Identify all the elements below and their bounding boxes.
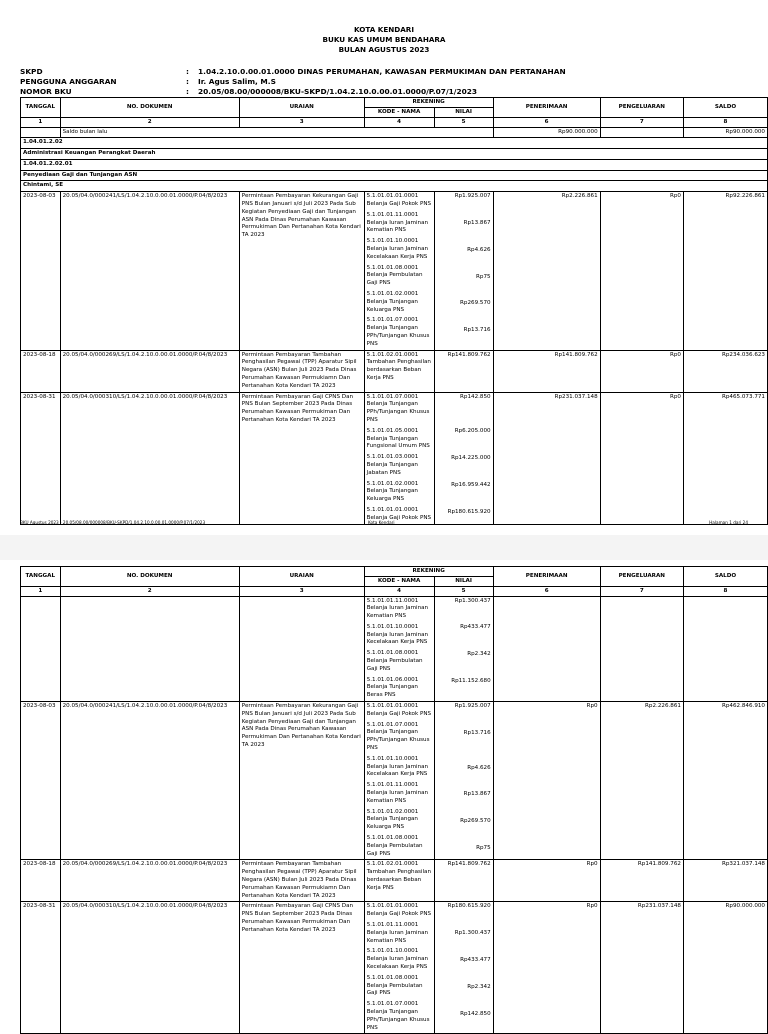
table-row — [21, 192, 768, 350]
col-pengeluaran: PENGELUARAN — [600, 567, 683, 587]
table-row — [21, 702, 768, 860]
cell-pengeluaran: Rp0 — [600, 192, 683, 350]
col-no-dokumen: NO. DOKUMEN — [60, 98, 239, 118]
column-number: 6 — [493, 587, 600, 597]
nilai-item: Rp4.626 — [467, 764, 491, 771]
column-number: 2 — [60, 118, 239, 128]
cell-pengeluaran: Rp231.037.148 — [600, 902, 683, 1034]
column-number: 4 — [364, 118, 434, 128]
cell-saldo: Rp321.037.148 — [683, 860, 767, 902]
saldo-lalu-row — [21, 127, 768, 138]
col-nilai: NILAI — [434, 108, 493, 118]
column-number: 1 — [21, 118, 61, 128]
nilai-item: Rp13.867 — [463, 220, 491, 227]
cell-kode — [364, 350, 434, 392]
nilai-item: Rp180.615.920 — [447, 508, 491, 515]
column-number: 6 — [493, 118, 600, 128]
section-row — [21, 149, 768, 160]
col-pengeluaran: PENGELUARAN — [600, 98, 683, 118]
cell-tanggal: 2023-08-31 — [21, 392, 61, 524]
document-page-2 — [0, 560, 768, 1030]
col-penerimaan: PENERIMAAN — [493, 567, 600, 587]
nilai-item: Rp1.925.007 — [454, 703, 491, 710]
cell-saldo: Rp234.036.623 — [683, 350, 767, 392]
column-number: 5 — [434, 587, 493, 597]
kode-item: 5.1.01.01.11.0001 Belanja Iuran Jaminan Kematian PNS — [366, 921, 429, 944]
section-row — [21, 170, 768, 181]
col-rekening: REKENING — [364, 98, 493, 108]
table-row-continued — [21, 596, 768, 702]
cell-penerimaan: Rp141.809.762 — [493, 350, 600, 392]
column-number: 8 — [683, 587, 767, 597]
section-person: Chintami, SE — [21, 181, 768, 192]
column-number: 4 — [364, 587, 434, 597]
nilai-item: Rp433.477 — [460, 624, 491, 631]
cell-saldo: Rp90.000.000 — [683, 902, 767, 1034]
table-row — [21, 860, 768, 902]
cell-dokumen: 20.05/04.0/000310/LS/1.04.2.10.0.00.01.0000/P.04/8/2023 — [60, 392, 239, 524]
table-row — [21, 902, 768, 1034]
cell-nilai — [434, 902, 493, 1034]
kode-item: 5.1.01.02.01.0001 Tambahan Penghasilan berdasarkan Beban Kerja PNS — [366, 861, 432, 891]
nilai-item: Rp269.570 — [460, 300, 491, 307]
kode-item: 5.1.01.01.07.0001 Belanja Tunjangan PPh/Tunjangan Khusus PNS — [366, 721, 430, 752]
cell-nilai — [434, 860, 493, 902]
nilai-item: Rp75 — [476, 273, 491, 280]
kode-item: 5.1.01.01.08.0001 Belanja Pembulatan Gaji PNS — [366, 835, 423, 857]
col-kode-nama: KODE - NAMA — [364, 577, 434, 587]
kode-item: 5.1.01.01.01.0001 Belanja Gaji Pokok PNS — [366, 903, 432, 918]
table-row — [21, 392, 768, 524]
meta-colon: : — [186, 77, 189, 86]
cell-saldo: Rp92.226.861 — [683, 192, 767, 350]
column-number: 3 — [239, 118, 364, 128]
cell-pengeluaran: Rp0 — [600, 392, 683, 524]
kode-item: 5.1.01.01.11.0001 Belanja Iuran Jaminan Kematian PNS — [366, 211, 429, 234]
meta-skpd-label: SKPD — [20, 67, 43, 76]
nilai-item: Rp13.716 — [463, 327, 491, 334]
nilai-item: Rp13.867 — [463, 791, 491, 798]
nilai-item: Rp142.850 — [460, 1010, 491, 1017]
kode-item: 5.1.01.02.01.0001 Tambahan Penghasilan berdasarkan Beban Kerja PNS — [366, 351, 431, 382]
nilai-item: Rp6.205.000 — [454, 428, 491, 435]
saldo-lalu-penerimaan: Rp90.000.000 — [493, 127, 600, 138]
nilai-item: Rp75 — [476, 845, 491, 852]
cell-tanggal: 2023-08-03 — [21, 192, 61, 350]
cell-nilai — [434, 702, 493, 860]
nilai-item: Rp141.809.762 — [447, 351, 491, 358]
kode-item: 5.1.01.01.07.0001 Belanja Tunjangan PPh/Tunjangan Khusus PNS — [366, 393, 430, 423]
kode-item: 5.1.01.01.10.0001 Belanja Iuran Jaminan Kecelakaan Kerja PNS — [366, 948, 429, 970]
cell-nilai — [434, 192, 493, 350]
col-nilai: NILAI — [434, 577, 493, 587]
cell-kode — [364, 392, 434, 524]
nilai-item: Rp2.342 — [467, 651, 491, 658]
kode-item: 5.1.01.01.10.0001 Belanja Iuran Jaminan Kecelakaan Kerja PNS — [366, 755, 429, 778]
kode-item: 5.1.01.01.03.0001 Belanja Tunjangan Jabatan PNS — [366, 454, 419, 476]
cell-tanggal: 2023-08-03 — [21, 702, 61, 860]
nilai-item: Rp1.300.437 — [454, 930, 491, 937]
meta-colon: : — [186, 87, 189, 96]
column-number-row — [21, 118, 768, 128]
col-no-dokumen: NO. DOKUMEN — [60, 567, 239, 587]
cell-pengeluaran: Rp141.809.762 — [600, 860, 683, 902]
cell-pengeluaran: Rp2.226.861 — [600, 702, 683, 860]
cell-kode — [364, 596, 434, 702]
meta-skpd-value: 1.04.2.10.0.00.01.0000 DINAS PERUMAHAN, KAWASAN PERMUKIMAN DAN PERTANAHAN — [198, 67, 566, 76]
kode-item: 5.1.01.01.07.0001 Belanja Tunjangan PPh/Tunjangan Khusus PNS — [366, 317, 430, 347]
nilai-item: Rp13.716 — [463, 729, 491, 736]
cell-dokumen: 20.05/04.0/000269/LS/1.04.2.10.0.00.01.0000/P.04/8/2023 — [60, 860, 239, 902]
column-number: 1 — [21, 587, 61, 597]
cell-dokumen: 20.05/04.0/000269/LS/1.04.2.10.0.00.01.0000/P.04/8/2023 — [60, 350, 239, 392]
col-kode-nama: KODE - NAMA — [364, 108, 434, 118]
cell-uraian: Permintaan Pembayaran Kekurangan Gaji PNS Bulan Januari s/d Juli 2023 Pada Sub Kegiatan Penyediaan Gaji dan Tunjangan ASN Pada Dinas Perumahan Kawasan Permukiman Dan Pertanahan Kota Kendari TA 2023 — [239, 702, 364, 860]
cell-penerimaan: Rp231.037.148 — [493, 392, 600, 524]
section-row — [21, 159, 768, 170]
col-uraian: URAIAN — [239, 98, 364, 118]
nilai-item: Rp16.959.442 — [451, 482, 491, 488]
ledger-table-page-1 — [20, 97, 768, 525]
section-row — [21, 138, 768, 149]
col-uraian: URAIAN — [239, 567, 364, 587]
cell-uraian: Permintaan Pembayaran Kekurangan Gaji PNS Bulan Januari s/d Juli 2023 Pada Sub Kegiatan Penyediaan Gaji dan Tunjangan ASN Pada Dinas Perumahan Kawasan Permukiman Dan Pertanahan Kota Kendari TA 2023 — [239, 192, 364, 350]
doc-title-main: BUKU KAS UMUM BENDAHARA — [322, 35, 446, 44]
cell-kode — [364, 902, 434, 1034]
kode-item: 5.1.01.01.01.0001 Belanja Gaji Pokok PNS — [366, 193, 432, 208]
cell-dokumen: 20.05/04.0/000310/LS/1.04.2.10.0.00.01.0000/P.04/8/2023 — [60, 902, 239, 1034]
column-number: 8 — [683, 118, 767, 128]
nilai-item: Rp1.925.007 — [454, 193, 491, 200]
nilai-item: Rp180.615.920 — [447, 903, 491, 910]
cell-uraian: Permintaan Pembayaran Gaji CPNS Dan PNS Bulan September 2023 Pada Dinas Perumahan Kawasan Permukiman Dan Pertanahan Kota Kendari TA 2023 — [239, 392, 364, 524]
page-separator — [0, 535, 768, 560]
cell-pengeluaran: Rp0 — [600, 350, 683, 392]
meta-nobku-label: NOMOR BKU — [20, 87, 72, 96]
meta-nobku-value: 20.05/08.00/000008/BKU-SKPD/1.04.2.10.0.00.01.0000/P.07/1/2023 — [198, 87, 478, 96]
footer-city: Kota Kendari — [368, 520, 395, 525]
column-number: 3 — [239, 587, 364, 597]
col-tanggal: TANGGAL — [21, 567, 61, 587]
kode-item: 5.1.01.01.08.0001 Belanja Pembulatan Gaji PNS — [366, 974, 423, 997]
section-row — [21, 181, 768, 192]
ledger-table-page-2 — [20, 566, 768, 1034]
doc-title-city: KOTA KENDARI — [354, 25, 414, 34]
section-code: 1.04.01.2.02 — [21, 138, 768, 149]
cell-dokumen: 20.05/04.0/000241/LS/1.04.2.10.0.00.01.0000/P.04/8/2023 — [60, 702, 239, 860]
footer-page-number: Halaman 1 dari 24 — [709, 520, 748, 525]
kode-item: 5.1.01.01.02.0001 Belanja Tunjangan Keluarga PNS — [366, 291, 419, 313]
cell-uraian: Permintaan Pembayaran Gaji CPNS Dan PNS Bulan September 2023 Pada Dinas Perumahan Kawasan Permukiman Dan Pertanahan Kota Kendari TA 2023 — [239, 902, 364, 1034]
cell-tanggal: 2023-08-31 — [21, 902, 61, 1034]
table-row — [21, 350, 768, 392]
doc-title-month: BULAN AGUSTUS 2023 — [338, 45, 430, 54]
kode-item: 5.1.01.01.11.0001 Belanja Iuran Jaminan Kematian PNS — [366, 782, 429, 804]
cell-tanggal: 2023-08-18 — [21, 350, 61, 392]
nilai-item: Rp141.809.762 — [447, 861, 491, 868]
cell-saldo: Rp465.073.771 — [683, 392, 767, 524]
kode-item: 5.1.01.01.01.0001 Belanja Gaji Pokok PNS — [366, 703, 432, 717]
col-saldo: SALDO — [683, 98, 767, 118]
kode-item: 5.1.01.01.11.0001 Belanja Iuran Jaminan Kematian PNS — [366, 597, 429, 620]
column-number: 2 — [60, 587, 239, 597]
section-name: Penyediaan Gaji dan Tunjangan ASN — [21, 170, 768, 181]
nilai-item: Rp14.225.000 — [451, 455, 491, 462]
cell-nilai — [434, 350, 493, 392]
col-rekening: REKENING — [364, 567, 493, 577]
kode-item: 5.1.01.01.08.0001 Belanja Pembulatan Gaji PNS — [366, 264, 423, 287]
kode-item: 5.1.01.01.08.0001 Belanja Pembulatan Gaji PNS — [366, 650, 423, 672]
cell-penerimaan: Rp2.226.861 — [493, 192, 600, 350]
footer-document-id: BKU Agustus 2023 - 20.05/08.00/000008/BKU-SKPD/1.04.2.10.0.00.01.0000/P.07/1/2023 — [20, 520, 206, 525]
kode-item: 5.1.01.01.07.0001 Belanja Tunjangan PPh/Tunjangan Khusus PNS — [366, 1001, 430, 1031]
col-saldo: SALDO — [683, 567, 767, 587]
nilai-item: Rp142.850 — [460, 393, 491, 400]
nilai-item: Rp269.570 — [460, 818, 491, 825]
cell-penerimaan: Rp0 — [493, 702, 600, 860]
column-number: 7 — [600, 587, 683, 597]
saldo-lalu-label: Saldo bulan lalu — [60, 127, 493, 138]
kode-item: 5.1.01.01.02.0001 Belanja Tunjangan Keluarga PNS — [366, 808, 419, 831]
kode-item: 5.1.01.01.01.0001 Belanja Gaji Pokok PNS — [366, 506, 432, 521]
nilai-item: Rp433.477 — [460, 956, 491, 963]
cell-uraian: Permintaan Pembayaran Tambahan Penghasilan Pegawai (TPP) Aparatur Sipil Negara (ASN) Bulan Juli 2023 Pada Dinas Perumahan Kawasan Permukiamn Dan Pertanahan Kota Kendari TA 2023 — [239, 350, 364, 392]
column-number: 5 — [434, 118, 493, 128]
cell-nilai — [434, 392, 493, 524]
meta-colon: : — [186, 67, 189, 76]
kode-item: 5.1.01.01.10.0001 Belanja Iuran Jaminan Kecelakaan Kerja PNS — [366, 623, 429, 646]
cell-penerimaan: Rp0 — [493, 860, 600, 902]
cell-tanggal: 2023-08-18 — [21, 860, 61, 902]
section-code: 1.04.01.2.02.01 — [21, 159, 768, 170]
cell-saldo: Rp462.846.910 — [683, 702, 767, 860]
column-number-row — [21, 587, 768, 597]
kode-item: 5.1.01.01.05.0001 Belanja Tunjangan Fungsional Umum PNS — [366, 427, 430, 450]
cell-kode — [364, 702, 434, 860]
cell-kode — [364, 860, 434, 902]
kode-item: 5.1.01.01.10.0001 Belanja Iuran Jaminan Kecelakaan Kerja PNS — [366, 238, 429, 260]
nilai-item: Rp11.152.680 — [451, 677, 491, 684]
nilai-item: Rp1.300.437 — [454, 597, 491, 604]
section-name: Administrasi Keuangan Perangkat Daerah — [21, 149, 768, 160]
cell-kode — [364, 192, 434, 350]
cell-dokumen: 20.05/04.0/000241/LS/1.04.2.10.0.00.01.0000/P.04/8/2023 — [60, 192, 239, 350]
column-number: 7 — [600, 118, 683, 128]
meta-pa-label: PENGGUNA ANGGARAN — [20, 77, 117, 86]
nilai-item: Rp2.342 — [467, 983, 491, 990]
col-penerimaan: PENERIMAAN — [493, 98, 600, 118]
saldo-lalu-saldo: Rp90.000.000 — [683, 127, 767, 138]
cell-nilai — [434, 596, 493, 702]
nilai-item: Rp4.626 — [467, 246, 491, 253]
kode-item: 5.1.01.01.06.0001 Belanja Tunjangan Beras PNS — [366, 676, 419, 699]
kode-item: 5.1.01.01.02.0001 Belanja Tunjangan Keluarga PNS — [366, 480, 419, 503]
cell-penerimaan: Rp0 — [493, 902, 600, 1034]
col-tanggal: TANGGAL — [21, 98, 61, 118]
cell-uraian: Permintaan Pembayaran Tambahan Penghasilan Pegawai (TPP) Aparatur Sipil Negara (ASN) Bulan Juli 2023 Pada Dinas Perumahan Kawasan Permukiamn Dan Pertanahan Kota Kendari TA 2023 — [239, 860, 364, 902]
meta-pa-value: Ir. Agus Salim, M.S — [198, 77, 276, 86]
